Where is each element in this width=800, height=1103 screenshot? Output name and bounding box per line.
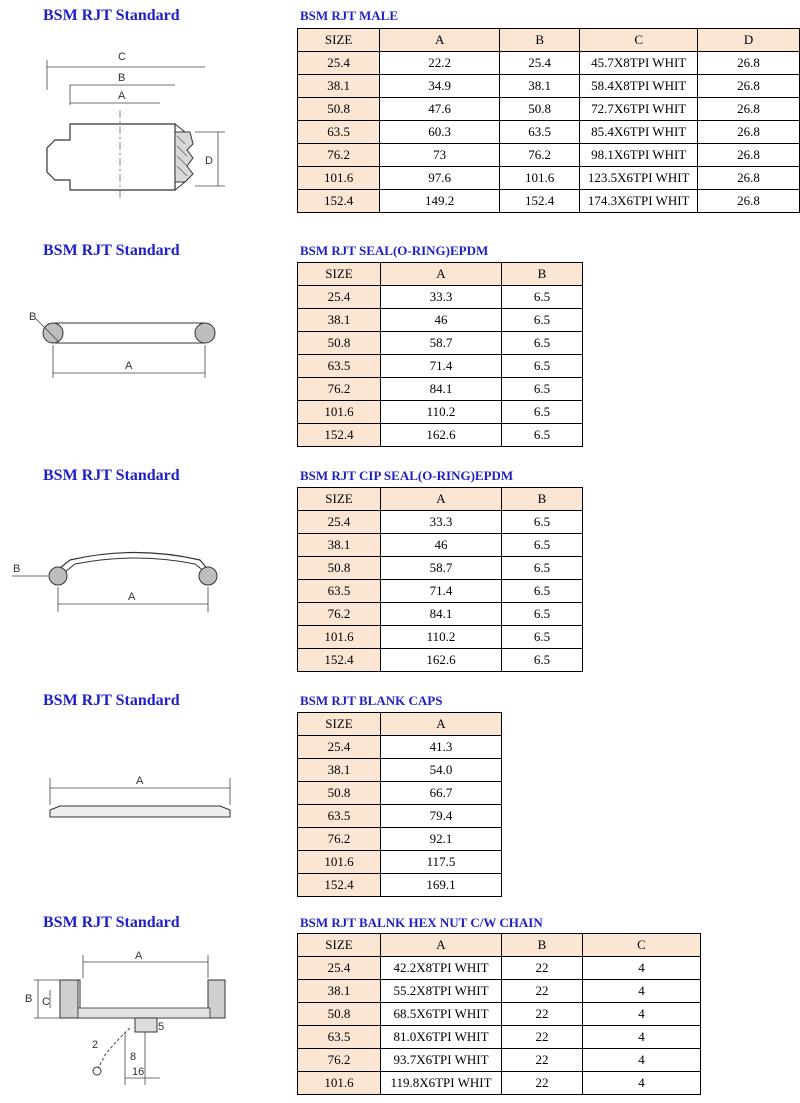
column-header: SIZE [298, 713, 381, 736]
column-header: A [381, 713, 502, 736]
value-cell: 58.7 [381, 332, 502, 355]
value-cell: 174.3X6TPI WHIT [580, 190, 698, 213]
value-cell: 6.5 [502, 649, 583, 672]
size-cell: 152.4 [298, 649, 381, 672]
value-cell: 6.5 [502, 378, 583, 401]
table-row [298, 309, 583, 332]
size-cell: 76.2 [298, 144, 380, 167]
table-row [298, 98, 800, 121]
table-row [298, 626, 583, 649]
table-row [298, 1026, 701, 1049]
seal-oring-drawing [25, 300, 225, 390]
value-cell: 6.5 [502, 580, 583, 603]
value-cell: 33.3 [381, 511, 502, 534]
size-cell: 152.4 [298, 424, 381, 447]
table-row [298, 286, 583, 309]
size-cell: 101.6 [298, 167, 380, 190]
section-2-standard-label: BSM RJT Standard [43, 242, 180, 259]
cap-dim-a: A [136, 775, 144, 787]
seal-dim-b: B [29, 311, 37, 323]
male-dim-a: A [118, 90, 126, 102]
value-cell: 6.5 [502, 557, 583, 580]
value-cell: 25.4 [500, 52, 580, 75]
value-cell: 110.2 [381, 626, 502, 649]
size-cell: 76.2 [298, 828, 381, 851]
nut-dim-5: 5 [158, 1021, 165, 1033]
column-header: B [502, 263, 583, 286]
table-row [298, 980, 701, 1003]
section-5-spec-table [297, 933, 701, 1095]
value-cell: 58.4X8TPI WHIT [580, 75, 698, 98]
table-row [298, 874, 502, 897]
table-row [298, 603, 583, 626]
value-cell: 22.2 [380, 52, 500, 75]
table-row [298, 805, 502, 828]
value-cell: 101.6 [500, 167, 580, 190]
nut-dim-8: 8 [130, 1051, 137, 1063]
value-cell: 169.1 [381, 874, 502, 897]
value-cell: 4 [583, 1026, 701, 1049]
size-cell: 63.5 [298, 1026, 381, 1049]
male-dim-d: D [205, 155, 213, 167]
size-cell: 50.8 [298, 98, 380, 121]
value-cell: 4 [583, 1072, 701, 1095]
value-cell: 45.7X8TPI WHIT [580, 52, 698, 75]
value-cell: 22 [502, 980, 583, 1003]
table-row [298, 759, 502, 782]
value-cell: 117.5 [381, 851, 502, 874]
size-cell: 101.6 [298, 401, 381, 424]
table-row [298, 355, 583, 378]
size-cell: 25.4 [298, 957, 381, 980]
table-row [298, 167, 800, 190]
value-cell: 93.7X6TPI WHIT [381, 1049, 502, 1072]
value-cell: 34.9 [380, 75, 500, 98]
value-cell: 22 [502, 957, 583, 980]
size-cell: 25.4 [298, 511, 381, 534]
table-row [298, 828, 502, 851]
size-cell: 76.2 [298, 378, 381, 401]
table-row [298, 121, 800, 144]
section-1-spec-table [297, 28, 800, 213]
column-header: A [381, 488, 502, 511]
value-cell: 4 [583, 1049, 701, 1072]
value-cell: 6.5 [502, 309, 583, 332]
table-row [298, 401, 583, 424]
cip-seal-drawing [10, 540, 230, 630]
value-cell: 47.6 [380, 98, 500, 121]
column-header: A [380, 29, 500, 52]
nut-dim-2: 2 [92, 1039, 99, 1051]
section-3-title: BSM RJT CIP SEAL(O-RING)EPDM [300, 468, 514, 483]
table-row [298, 534, 583, 557]
size-cell: 63.5 [298, 580, 381, 603]
value-cell: 98.1X6TPI WHIT [580, 144, 698, 167]
value-cell: 22 [502, 1049, 583, 1072]
size-cell: 25.4 [298, 286, 381, 309]
value-cell: 6.5 [502, 401, 583, 424]
table-row [298, 1072, 701, 1095]
value-cell: 71.4 [381, 580, 502, 603]
value-cell: 55.2X8TPI WHIT [381, 980, 502, 1003]
table-header-row [298, 713, 502, 736]
value-cell: 63.5 [500, 121, 580, 144]
size-cell: 25.4 [298, 52, 380, 75]
size-cell: 152.4 [298, 874, 381, 897]
column-header: B [502, 934, 583, 957]
section-3-spec-table [297, 487, 583, 672]
section-5-title: BSM RJT BALNK HEX NUT C/W CHAIN [300, 915, 543, 930]
value-cell: 152.4 [500, 190, 580, 213]
size-cell: 101.6 [298, 851, 381, 874]
value-cell: 46 [381, 309, 502, 332]
section-5-standard-label: BSM RJT Standard [43, 914, 180, 931]
value-cell: 79.4 [381, 805, 502, 828]
section-1-standard-label: BSM RJT Standard [43, 7, 180, 24]
value-cell: 50.8 [500, 98, 580, 121]
table-row [298, 190, 800, 213]
value-cell: 92.1 [381, 828, 502, 851]
hex-nut-drawing [20, 950, 250, 1090]
table-row [298, 649, 583, 672]
value-cell: 42.2X8TPI WHIT [381, 957, 502, 980]
section-4-title: BSM RJT BLANK CAPS [300, 693, 443, 708]
table-row [298, 851, 502, 874]
value-cell: 4 [583, 957, 701, 980]
value-cell: 4 [583, 1003, 701, 1026]
column-header: SIZE [298, 29, 380, 52]
male-ferrule-drawing [25, 40, 285, 260]
value-cell: 162.6 [381, 649, 502, 672]
value-cell: 26.8 [698, 52, 800, 75]
size-cell: 50.8 [298, 332, 381, 355]
section-2-spec-table [297, 262, 583, 447]
size-cell: 50.8 [298, 557, 381, 580]
cip-dim-a: A [128, 591, 136, 603]
value-cell: 46 [381, 534, 502, 557]
value-cell: 26.8 [698, 167, 800, 190]
size-cell: 38.1 [298, 309, 381, 332]
nut-dim-c: C [42, 996, 50, 1008]
nut-dim-a: A [135, 950, 143, 962]
section-4-standard-label: BSM RJT Standard [43, 692, 180, 709]
value-cell: 60.3 [380, 121, 500, 144]
table-row [298, 511, 583, 534]
table-row [298, 557, 583, 580]
value-cell: 26.8 [698, 98, 800, 121]
table-row [298, 52, 800, 75]
size-cell: 152.4 [298, 190, 380, 213]
cip-dim-b: B [13, 563, 21, 575]
table-header-row [298, 29, 800, 52]
value-cell: 85.4X6TPI WHIT [580, 121, 698, 144]
value-cell: 6.5 [502, 511, 583, 534]
column-header: SIZE [298, 263, 381, 286]
table-row [298, 1049, 701, 1072]
value-cell: 26.8 [698, 121, 800, 144]
value-cell: 84.1 [381, 378, 502, 401]
table-row [298, 332, 583, 355]
value-cell: 26.8 [698, 144, 800, 167]
value-cell: 72.7X6TPI WHIT [580, 98, 698, 121]
value-cell: 149.2 [380, 190, 500, 213]
size-cell: 63.5 [298, 121, 380, 144]
section-2-title: BSM RJT SEAL(O-RING)EPDM [300, 243, 489, 258]
value-cell: 76.2 [500, 144, 580, 167]
value-cell: 73 [380, 144, 500, 167]
value-cell: 6.5 [502, 355, 583, 378]
table-row [298, 144, 800, 167]
value-cell: 68.5X6TPI WHIT [381, 1003, 502, 1026]
column-header: C [583, 934, 701, 957]
value-cell: 41.3 [381, 736, 502, 759]
size-cell: 76.2 [298, 1049, 381, 1072]
value-cell: 119.8X6TPI WHIT [381, 1072, 502, 1095]
value-cell: 22 [502, 1003, 583, 1026]
value-cell: 123.5X6TPI WHIT [580, 167, 698, 190]
value-cell: 4 [583, 980, 701, 1003]
nut-dim-b: B [25, 993, 33, 1005]
blank-cap-drawing [40, 770, 260, 840]
value-cell: 6.5 [502, 332, 583, 355]
value-cell: 97.6 [380, 167, 500, 190]
size-cell: 63.5 [298, 355, 381, 378]
column-header: SIZE [298, 488, 381, 511]
column-header: A [381, 934, 502, 957]
value-cell: 6.5 [502, 286, 583, 309]
value-cell: 162.6 [381, 424, 502, 447]
size-cell: 38.1 [298, 980, 381, 1003]
column-header: B [502, 488, 583, 511]
value-cell: 6.5 [502, 626, 583, 649]
table-row [298, 782, 502, 805]
value-cell: 26.8 [698, 190, 800, 213]
column-header: A [381, 263, 502, 286]
table-row [298, 736, 502, 759]
size-cell: 50.8 [298, 1003, 381, 1026]
male-dim-c: C [118, 51, 126, 63]
table-row [298, 378, 583, 401]
column-header: C [580, 29, 698, 52]
value-cell: 58.7 [381, 557, 502, 580]
table-row [298, 957, 701, 980]
size-cell: 38.1 [298, 759, 381, 782]
section-4-spec-table [297, 712, 502, 897]
section-3-standard-label: BSM RJT Standard [43, 467, 180, 484]
value-cell: 6.5 [502, 534, 583, 557]
table-row [298, 75, 800, 98]
table-row [298, 1003, 701, 1026]
table-row [298, 424, 583, 447]
value-cell: 6.5 [502, 603, 583, 626]
value-cell: 110.2 [381, 401, 502, 424]
size-cell: 50.8 [298, 782, 381, 805]
section-1-title: BSM RJT MALE [300, 8, 398, 23]
table-header-row [298, 488, 583, 511]
size-cell: 25.4 [298, 736, 381, 759]
table-header-row [298, 263, 583, 286]
value-cell: 38.1 [500, 75, 580, 98]
value-cell: 22 [502, 1026, 583, 1049]
column-header: B [500, 29, 580, 52]
value-cell: 26.8 [698, 75, 800, 98]
size-cell: 38.1 [298, 75, 380, 98]
value-cell: 66.7 [381, 782, 502, 805]
size-cell: 101.6 [298, 626, 381, 649]
value-cell: 81.0X6TPI WHIT [381, 1026, 502, 1049]
male-dim-b: B [118, 72, 126, 84]
seal-dim-a: A [125, 360, 133, 372]
size-cell: 101.6 [298, 1072, 381, 1095]
value-cell: 22 [502, 1072, 583, 1095]
table-header-row [298, 934, 701, 957]
column-header: D [698, 29, 800, 52]
value-cell: 84.1 [381, 603, 502, 626]
value-cell: 33.3 [381, 286, 502, 309]
size-cell: 38.1 [298, 534, 381, 557]
value-cell: 71.4 [381, 355, 502, 378]
table-row [298, 580, 583, 603]
size-cell: 76.2 [298, 603, 381, 626]
value-cell: 54.0 [381, 759, 502, 782]
value-cell: 6.5 [502, 424, 583, 447]
column-header: SIZE [298, 934, 381, 957]
size-cell: 63.5 [298, 805, 381, 828]
nut-dim-16: 16 [132, 1066, 145, 1078]
